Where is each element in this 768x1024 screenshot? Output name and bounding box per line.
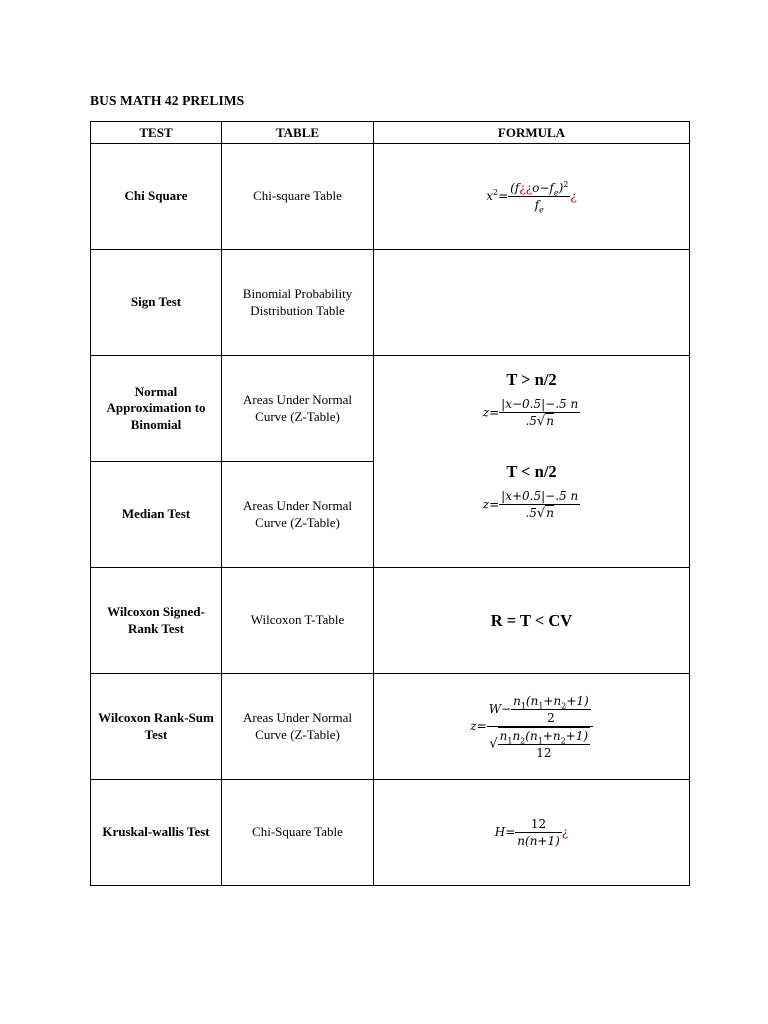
formula-cell — [374, 568, 690, 674]
test-name: Normal Approximation to Binomial — [91, 356, 222, 462]
normal-approx-formula-2: z= $\frac{|x+0.5|-.5 n}{.5√n}$ — [482, 489, 579, 521]
formula-cell — [374, 144, 690, 250]
formula-cell-merged — [374, 356, 690, 568]
test-name: Chi Square — [91, 144, 222, 250]
test-name: Kruskal-wallis Test — [91, 780, 222, 886]
test-name: Wilcoxon Signed-Rank Test — [91, 568, 222, 674]
wilcoxon-signed-formula: R = T < CV — [490, 610, 573, 630]
statistical-tests-table — [90, 121, 690, 886]
formula-cell-empty — [374, 250, 690, 356]
table-name: Chi-Square Table — [222, 780, 374, 886]
table-row — [91, 780, 690, 886]
table-name: Binomial Probability Distribution Table — [222, 250, 374, 356]
condition-less: T < n/2 — [506, 462, 557, 481]
table-name: Wilcoxon T-Table — [222, 568, 374, 674]
table-header-row — [91, 122, 690, 144]
kruskal-wallis-formula: H= $\frac{12}{n(n+1)}$ ¿ — [494, 817, 569, 848]
table-name: Areas Under Normal Curve (Z-Table) — [222, 356, 374, 462]
table-name: Areas Under Normal Curve (Z-Table) — [222, 674, 374, 780]
table-row — [91, 568, 690, 674]
condition-greater: T > n/2 — [506, 370, 557, 389]
table-row — [91, 674, 690, 780]
test-name: Median Test — [91, 462, 222, 568]
header-test: TEST — [91, 122, 222, 144]
table-row — [91, 250, 690, 356]
header-formula: FORMULA — [374, 122, 690, 144]
test-name: Wilcoxon Rank-Sum Test — [91, 674, 222, 780]
table-row — [91, 356, 690, 462]
formula-cell — [374, 674, 690, 780]
table-name: Areas Under Normal Curve (Z-Table) — [222, 462, 374, 568]
test-name: Sign Test — [91, 250, 222, 356]
normal-approx-formula-1: z= $\frac{|x-0.5|-.5 n}{.5√n}$ — [482, 397, 579, 429]
chi-square-formula: $x^2=$ $\frac{(f¿¿o-f_e)^2}{f_e}$ ¿ — [486, 180, 577, 215]
formula-cell — [374, 780, 690, 886]
document-title: BUS MATH 42 PRELIMS — [90, 93, 245, 108]
table-row — [91, 144, 690, 250]
header-table: TABLE — [222, 122, 374, 144]
wilcoxon-rank-sum-formula: z= W− $\frac{n_1(n_1+n_2+1)}{2}$ √ $\frac{n_1n_2(n_1+n_2+1)}{12}$ — [470, 719, 592, 733]
table-name: Chi-square Table — [222, 144, 374, 250]
